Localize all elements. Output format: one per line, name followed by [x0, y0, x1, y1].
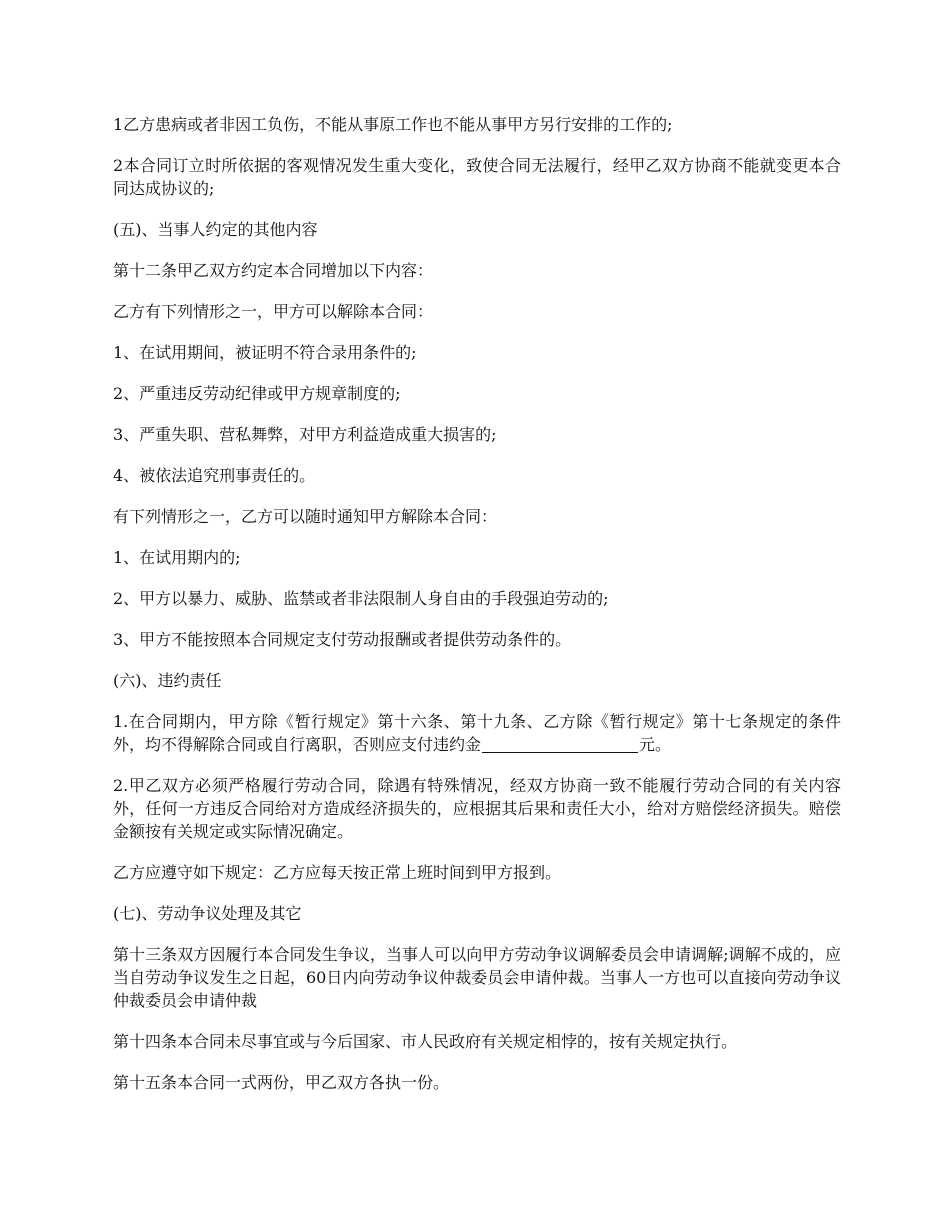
- section-heading: (七)、劳动争议处理及其它: [113, 904, 302, 923]
- paragraph: 乙方应遵守如下规定：乙方应每天按正常上班时间到甲方报到。: [113, 863, 562, 882]
- list-item: 2、甲方以暴力、威胁、监禁或者非法限制人身自由的手段强迫劳动的;: [113, 589, 609, 608]
- paragraph: 1乙方患病或者非因工负伤，不能从事原工作也不能从事甲方另行安排的工作的;: [113, 115, 673, 134]
- section-heading: (五)、当事人约定的其他内容: [113, 220, 318, 239]
- paragraph: 乙方有下列情形之一，甲方可以解除本合同：: [113, 302, 434, 321]
- list-item: 1、在试用期间，被证明不符合录用条件的;: [113, 343, 417, 362]
- paragraph: 有下列情形之一，乙方可以随时通知甲方解除本合同：: [113, 507, 498, 526]
- list-item: 1、在试用期内的;: [113, 548, 241, 567]
- list-item: 3、甲方不能按照本合同规定支付劳动报酬或者提供劳动条件的。: [113, 630, 572, 649]
- paragraph: 2本合同订立时所依据的客观情况发生重大变化，致使合同无法履行，经甲乙双方协商不能就变更本合同达成协议的;: [113, 156, 841, 198]
- paragraph: 2.甲乙双方必须严格履行劳动合同，除遇有特殊情况，经双方协商一致不能履行劳动合同的有关内容外，任何一方违反合同给对方造成经济损失的，应根据其后果和责任大小，给对方赔偿经济损失。赔偿金额按有关规定或实际情况确定。: [113, 776, 841, 841]
- section-heading: (六)、违约责任: [113, 671, 222, 690]
- penalty-clause-suffix: 元。: [639, 735, 672, 754]
- document-page: [113, 113, 841, 1112]
- paragraph: 第十三条双方因履行本合同发生争议，当事人可以向甲方劳动争议调解委员会申请调解;调解不成的，应当自劳动争议发生之日起，60日内向劳动争议仲裁委员会申请仲裁。当事人一方也可以直接向劳动争议仲裁委员会申请仲裁: [113, 945, 841, 1010]
- penalty-clause-text: 1.在合同期内，甲方除《暂行规定》第十六条、第十九条、乙方除《暂行规定》第十七条规定的条件外，均不得解除合同或自行离职，否则应支付违约金: [113, 712, 841, 754]
- paragraph: 第十四条本合同未尽事宜或与今后国家、市人民政府有关规定相悖的，按有关规定执行。: [113, 1032, 738, 1051]
- paragraph: 第十二条甲乙双方约定本合同增加以下内容：: [113, 261, 434, 280]
- list-item: 4、被依法追究刑事责任的。: [113, 466, 316, 485]
- paragraph: 第十五条本合同一式两份，甲乙双方各执一份。: [113, 1073, 450, 1092]
- list-item: 2、严重违反劳动纪律或甲方规章制度的;: [113, 384, 401, 403]
- list-item: 3、严重失职、营私舞弊，对甲方利益造成重大损害的;: [113, 425, 497, 444]
- penalty-clause: [113, 710, 841, 756]
- penalty-amount-blank: [482, 736, 638, 753]
